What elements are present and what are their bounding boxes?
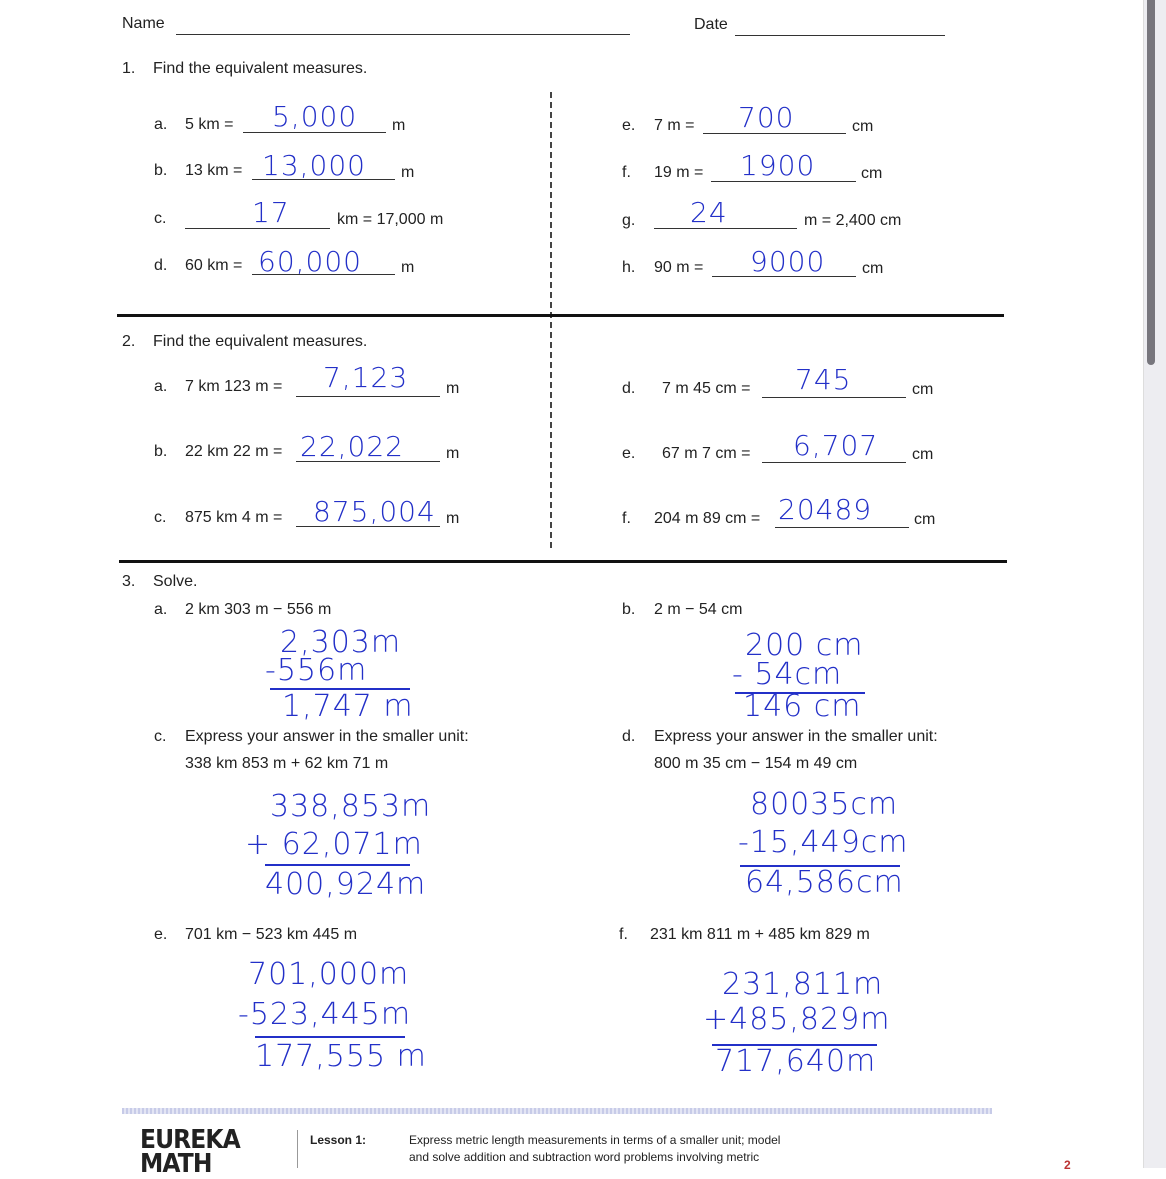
q1h-prefix: 90 m = bbox=[654, 259, 704, 276]
q1c-letter: c. bbox=[154, 210, 167, 227]
q3a-letter: a. bbox=[154, 601, 168, 618]
q2d-line bbox=[762, 397, 906, 398]
q3e-work-rule bbox=[255, 1036, 405, 1038]
q3a-work-result: 1,747 m bbox=[282, 689, 414, 724]
q1d-prefix: 60 km = bbox=[185, 257, 243, 274]
q3e-problem: 701 km − 523 km 445 m bbox=[185, 926, 358, 943]
q2a-letter: a. bbox=[154, 378, 168, 395]
q3b-work-result: 146 cm bbox=[743, 689, 862, 724]
q1a-suffix: m bbox=[392, 117, 406, 134]
q3b-work-line: - 54cm bbox=[732, 657, 843, 692]
page-number: 2 bbox=[1064, 1158, 1071, 1172]
q3c-work-line: + 62,071m bbox=[245, 827, 423, 862]
q3f-work-line: +485,829m bbox=[703, 1002, 891, 1037]
q3d-work-result: 64,586cm bbox=[745, 865, 904, 900]
q1h-answer: 9000 bbox=[750, 245, 826, 278]
q1g-answer: 24 bbox=[690, 196, 728, 229]
scrollbar-thumb[interactable] bbox=[1147, 0, 1155, 365]
q1h-suffix: cm bbox=[862, 260, 884, 277]
q3d-work-line: 80035cm bbox=[750, 787, 899, 822]
q3f-work-line: 231,811m bbox=[722, 967, 884, 1002]
q1c-answer: 17 bbox=[252, 196, 290, 229]
q2d-answer: 745 bbox=[795, 363, 852, 396]
q1h-letter: h. bbox=[622, 259, 636, 276]
q1e-prefix: 7 m = bbox=[654, 117, 695, 134]
q1b-answer: 13,000 bbox=[262, 149, 366, 182]
q2c-suffix: m bbox=[446, 510, 460, 527]
lesson-description-line: and solve addition and subtraction word problems involving metric bbox=[409, 1150, 760, 1164]
q3d-instruction: Express your answer in the smaller unit: bbox=[654, 728, 938, 745]
q1f-prefix: 19 m = bbox=[654, 164, 704, 181]
q2b-letter: b. bbox=[154, 443, 168, 460]
q3a-work-line: -556m bbox=[265, 653, 368, 688]
q2d-letter: d. bbox=[622, 380, 636, 397]
q1f-letter: f. bbox=[622, 164, 631, 181]
q2e-answer: 6,707 bbox=[793, 429, 879, 462]
q2b-answer: 22,022 bbox=[300, 430, 404, 463]
q3b-work-line: 200 cm bbox=[745, 628, 864, 663]
lesson-description-line: Express metric length measurements in terms of a smaller unit; model bbox=[409, 1133, 781, 1147]
q1b-letter: b. bbox=[154, 162, 168, 179]
q1e-suffix: cm bbox=[852, 118, 874, 135]
q3c-problem: 338 km 853 m + 62 km 71 m bbox=[185, 755, 389, 772]
q1a-letter: a. bbox=[154, 116, 168, 133]
q3a-problem: 2 km 303 m − 556 m bbox=[185, 601, 332, 618]
date-label: Date bbox=[694, 16, 728, 33]
q2a-prefix: 7 km 123 m = bbox=[185, 378, 283, 395]
q3-title: Solve. bbox=[153, 573, 198, 590]
q1-number: 1. bbox=[122, 60, 136, 77]
q3e-letter: e. bbox=[154, 926, 168, 943]
lesson-label: Lesson 1: bbox=[310, 1133, 367, 1147]
q2b-prefix: 22 km 22 m = bbox=[185, 443, 283, 460]
date-line[interactable] bbox=[735, 35, 945, 36]
q2c-answer: 875,004 bbox=[313, 495, 436, 528]
q2f-prefix: 204 m 89 cm = bbox=[654, 510, 761, 527]
scrollbar[interactable] bbox=[1143, 0, 1166, 1168]
q3e-work-line: -523,445m bbox=[238, 997, 412, 1032]
q3f-letter: f. bbox=[619, 926, 628, 943]
q2e-line bbox=[762, 462, 906, 463]
q2f-letter: f. bbox=[622, 510, 631, 527]
q2d-prefix: 7 m 45 cm = bbox=[662, 380, 751, 397]
q2e-suffix: cm bbox=[912, 446, 934, 463]
q2-number: 2. bbox=[122, 333, 136, 350]
footer-band bbox=[122, 1108, 992, 1114]
q1g-letter: g. bbox=[622, 212, 636, 229]
q2d-suffix: cm bbox=[912, 381, 934, 398]
q3f-work-result: 717,640m bbox=[715, 1044, 877, 1079]
q1-title: Find the equivalent measures. bbox=[153, 60, 368, 77]
q2f-line bbox=[775, 527, 909, 528]
q3a-work-line: 2,303m bbox=[280, 625, 402, 660]
q1b-suffix: m bbox=[401, 164, 415, 181]
section-divider bbox=[119, 560, 1007, 563]
section-divider bbox=[117, 314, 1004, 317]
footer-divider bbox=[297, 1130, 298, 1168]
q1f-answer: 1900 bbox=[740, 149, 816, 182]
q1e-letter: e. bbox=[622, 117, 636, 134]
q2b-suffix: m bbox=[446, 445, 460, 462]
q3d-letter: d. bbox=[622, 728, 636, 745]
q3b-letter: b. bbox=[622, 601, 636, 618]
q2-title: Find the equivalent measures. bbox=[153, 333, 368, 350]
q1b-prefix: 13 km = bbox=[185, 162, 243, 179]
q1f-suffix: cm bbox=[861, 165, 883, 182]
q3-number: 3. bbox=[122, 573, 136, 590]
column-divider bbox=[550, 92, 552, 548]
q1g-suffix: m = 2,400 cm bbox=[804, 212, 902, 229]
q1d-suffix: m bbox=[401, 259, 415, 276]
q2c-prefix: 875 km 4 m = bbox=[185, 509, 283, 526]
q3e-work-result: 177,555 m bbox=[255, 1039, 427, 1074]
q1c-suffix: km = 17,000 m bbox=[337, 211, 444, 228]
q2a-answer: 7,123 bbox=[323, 361, 409, 394]
q2f-answer: 20489 bbox=[778, 493, 873, 526]
q3c-work-result: 400,924m bbox=[265, 867, 427, 902]
q3b-problem: 2 m − 54 cm bbox=[654, 601, 743, 618]
q1e-answer: 700 bbox=[738, 101, 795, 134]
q1a-prefix: 5 km = bbox=[185, 116, 234, 133]
q2e-letter: e. bbox=[622, 445, 636, 462]
eureka-math-logo: EUREKA MATH bbox=[140, 1125, 240, 1179]
q3c-work-rule bbox=[265, 864, 410, 866]
q1d-letter: d. bbox=[154, 257, 168, 274]
q2e-prefix: 67 m 7 cm = bbox=[662, 445, 751, 462]
q3e-work-line: 701,000m bbox=[248, 957, 410, 992]
q2a-suffix: m bbox=[446, 380, 460, 397]
q3d-problem: 800 m 35 cm − 154 m 49 cm bbox=[654, 755, 858, 772]
q2c-letter: c. bbox=[154, 509, 167, 526]
q2a-line bbox=[296, 396, 440, 397]
name-line[interactable] bbox=[176, 34, 630, 35]
q2f-suffix: cm bbox=[914, 511, 936, 528]
q3d-work-line: -15,449cm bbox=[738, 825, 909, 860]
q3c-instruction: Express your answer in the smaller unit: bbox=[185, 728, 469, 745]
q3c-letter: c. bbox=[154, 728, 167, 745]
q1a-answer: 5,000 bbox=[272, 100, 358, 133]
q1d-answer: 60,000 bbox=[258, 245, 362, 278]
name-label: Name bbox=[122, 15, 165, 32]
q3f-problem: 231 km 811 m + 485 km 829 m bbox=[650, 926, 870, 943]
q3c-work-line: 338,853m bbox=[270, 789, 432, 824]
